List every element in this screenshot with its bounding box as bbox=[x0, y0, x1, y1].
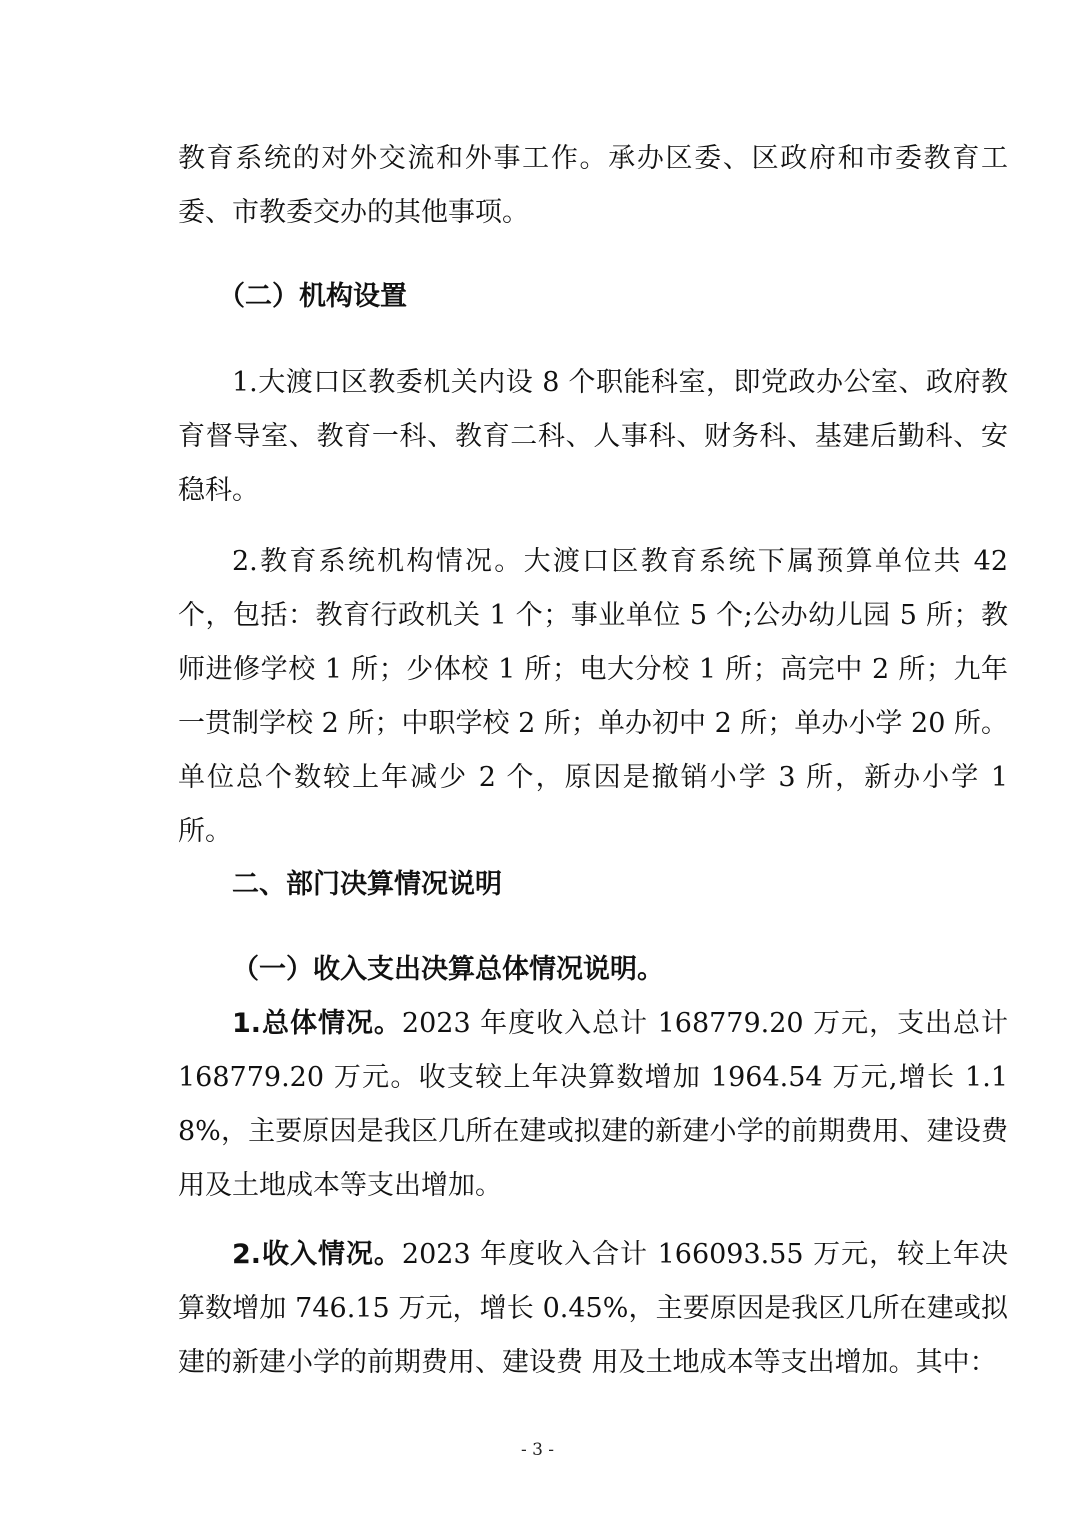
heading-income-expense-overview: （一）收入支出决算总体情况说明。 bbox=[232, 954, 664, 985]
paragraph-duties-continued: 教育系统的对外交流和外事工作。承办区委、区政府和市委教育工委、市教委交办的其他事项。 bbox=[178, 143, 1008, 228]
paragraph-system-institutions: 2.教育系统机构情况。大渡口区教育系统下属预算单位共 42 个，包括：教育行政机关 1 个；事业单位 5 个;公办幼儿园 5 所；教师进修学校 1 所；少体校 1 所；电大分校 1 所；高完中 2 所；九年一贯制学校 2 所；中职学校 2 所；单办初中 2 所；单办小学 20 所。单位总个数较上年减少 2 个，原因是撤销小学 3 所，新办小学 1 所。 bbox=[178, 546, 1008, 847]
income-text: 2023 年度收入合计 166093.55 万元，较上年决算数增加 746.15 万元，增长 0.45%，主要原因是我区几所在建或拟建的新建小学的前期费用、建设费 用及土地成本等支出增加。其中： bbox=[178, 1239, 1009, 1378]
heading-org-setup: （二）机构设置 bbox=[218, 281, 407, 312]
overall-lead: 1.总体情况。 bbox=[232, 1008, 402, 1039]
paragraph-overall-situation bbox=[178, 997, 1008, 1213]
paragraph-internal-departments: 1.大渡口区教委机关内设 8 个职能科室，即党政办公室、政府教育督导室、教育一科、教育二科、人事科、财务科、基建后勤科、安稳科。 bbox=[178, 367, 1008, 506]
paragraph-income-situation bbox=[178, 1228, 1008, 1390]
overall-text: 2023 年度收入总计 168779.20 万元，支出总计 168779.20 万元。收支较上年决算数增加 1964.54 万元,增长 1.18%，主要原因是我区几所在建或拟建的新建小学的前期费用、建设费用及土地成本等支出增加。 bbox=[178, 1008, 1009, 1201]
income-lead: 2.收入情况。 bbox=[232, 1239, 402, 1270]
page-number: - 3 - bbox=[520, 1440, 555, 1460]
heading-final-accounts: 二、部门决算情况说明 bbox=[232, 869, 502, 900]
